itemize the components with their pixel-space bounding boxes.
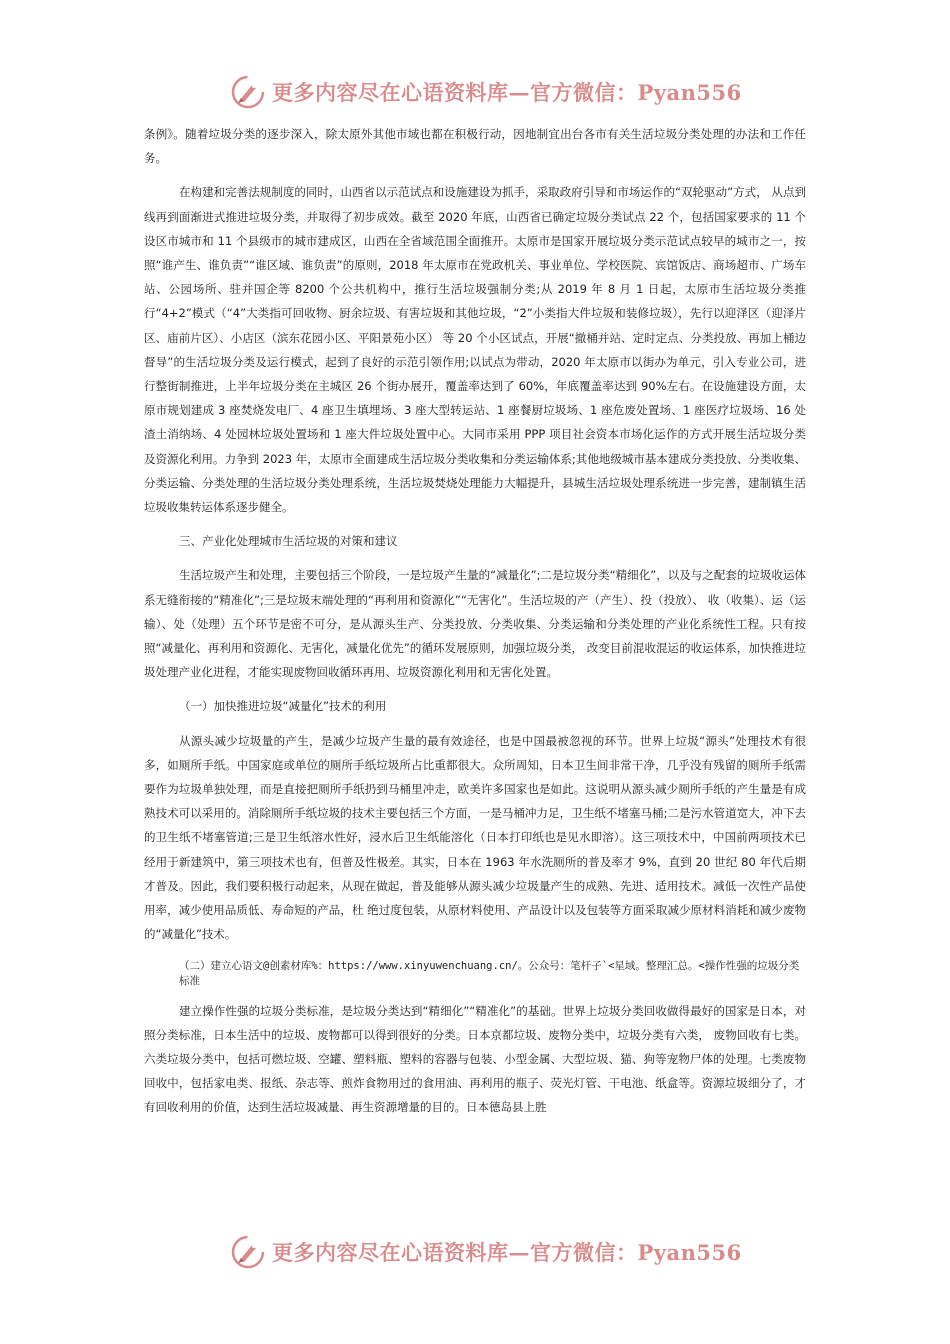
- subsection-heading: （二）建立心语文@创素材库%：https://www.xinyuwenchuang.cn/。公众号：笔杆子`<星域。整理汇总。<操作性强的垃圾分类标准: [179, 959, 800, 987]
- document-body: [144, 122, 806, 1120]
- header-banner: [230, 72, 750, 112]
- paragraph: 从源头减少垃圾量的产生，是减少垃圾产生量的最有效途径，也是中国最被忽视的环节。世界上垃圾“源头”处理技术有很多，如厕所手纸。中国家庭或单位的厕所手纸垃圾所占比重都很大。众所周知，日本卫生间非常干净，几乎没有残留的厕所手纸需要作为垃圾单独处理，而是直接把厕所手纸扔到马桶里冲走，欧美许多国家也是如此。这说明从源头减少厕所手纸的产生量是有成熟技术可以采用的。消除厕所手纸垃圾的技术主要包括三个方面，一是马桶冲力足，卫生纸不堵塞马桶;二是污水管道宽大，冲下去的卫生纸不堵塞管道;三是卫生纸溶水性好，浸水后卫生纸能溶化（日本打印纸也是见水即溶）。这三项技术中，中国前两项技术已经用于新建筑中，第三项技术也有，但普及性极差。其实，日本在 1963 年水洗厕所的普及率才 9%，直到 20 世纪 80 年代后期才普及。因此，我们要积极行动起来，从现在做起，普及能够从源头减少垃圾量产生的成熟、先进、适用技术。减低一次性产品使用率，减少使用品质低、寿命短的产品，杜 绝过度包装，从原材料使用、产品设计以及包装等方面采取减少原材料消耗和减少废物的“减量化”技术。: [144, 733, 806, 942]
- banner-text: 更多内容尽在心语资料库—官方微信：Pyan556: [272, 80, 742, 105]
- footer-banner: [230, 1232, 750, 1272]
- paragraph: 在构建和完善法规制度的同时，山西省以示范试点和设施建设为抓手，采取政府引导和市场运作的“双轮驱动”方式， 从点到线再到面渐进式推进垃圾分类，并取得了初步成效。截至 2020 年底，山西省已确定垃圾分类试点 22 个，包括国家要求的 11 个设区市城市和 11 个县级市的城市建成区，山西在全省域范围全面推开。太原市是国家开展垃圾分类示范试点较早的城市之一，按照“谁产生、谁负责”“谁区域、谁负责”的原则，2018 年太原市在党政机关、事业单位、学校医院、宾馆饭店、商场超市、广场车站、公园场所、驻并国企等 8200 个公共机构中，推行生活垃圾强制分类;从 2019 年 8 月 1 日起，太原市生活垃圾分类推行“4+2”模式（“4”大类指可回收物、厨余垃圾、有害垃圾和其他垃圾，“2”小类指大件垃圾和装修垃圾），先行以迎泽区（迎泽片区、庙前片区）、小店区（滨东花园小区、平阳景苑小区） 等 20 个小区试点，开展“撤桶并站、定时定点、分类投放、再加上桶边督导”的生活垃圾分类及运行模式，起到了良好的示范引领作用;以试点为带动，2020 年太原市以街办为单元，引入专业公司，进行整街制推进，上半年垃圾分类在主城区 26 个街办展开，覆盖率达到了 60%，年底覆盖率达到 90%左右。在设施建设方面，太原市规划建成 3 座焚烧发电厂、4 座卫生填埋场、3 座大型转运站、1 座餐厨垃圾场、1 座危废处置场、1 座医疗垃圾场、16 处渣土消纳场、4 处园林垃圾处置场和 1 座大件垃圾处置中心。大同市采用 PPP 项目社会资本市场化运作的方式开展生活垃圾分类及资源化利用。力争到 2023 年，太原市全面建成生活垃圾分类收集和分类运输体系;其他地级城市基本建成分类投放、分类收集、分类运输、分类处理的生活垃圾分类处理系统，生活垃圾焚烧处理能力大幅提升，县城生活垃圾处理系统进一步完善，建制镇生活垃圾收集转运体系逐步健全。: [144, 185, 806, 515]
- paragraph: 建立操作性强的垃圾分类标准，是垃圾分类达到“精细化”“精准化”的基础。世界上垃圾分类回收做得最好的国家是日本，对照分类标准，日本生活中的垃圾、废物都可以得到很好的分类。日本京都垃圾、废物分类中，垃圾分类有六类， 废物回收有七类。六类垃圾分类中，包括可燃垃圾、空罐、塑料瓶、塑料的容器与包装、小型金属、大型垃圾、猫、狗等宠物尸体的处理。七类废物回收中，包括家电类、报纸、杂志等、煎炸食物用过的食用油、再利用的瓶子、荧光灯管、干电池、纸盒等。资源垃圾细分了，才有回收利用的价值，达到生活垃圾减量、再生资源增量的目的。日本德岛县上胜: [144, 1003, 806, 1115]
- pen-nib-seal-icon: [230, 1234, 266, 1270]
- paragraph: 条例》。随着垃圾分类的逐步深入，除太原外其他市域也都在积极行动，因地制宜出台各市有关生活垃圾分类处理的办法和工作任务。: [144, 127, 806, 166]
- section-heading: 三、产业化处理城市生活垃圾的对策和建议: [179, 534, 398, 549]
- banner-text: 更多内容尽在心语资料库—官方微信：Pyan556: [272, 1240, 742, 1265]
- pen-nib-seal-icon: [230, 74, 266, 110]
- subsection-heading: （一）加快推进垃圾“减量化”技术的利用: [179, 699, 387, 714]
- paragraph: 生活垃圾产生和处理，主要包括三个阶段，一是垃圾产生量的“减量化”;二是垃圾分类“精细化”，以及与之配套的垃圾收运体系无缝衔接的“精准化”;三是垃圾末端处理的“再利用和资源化”“无害化”。生活垃圾的产（产生）、投（投放）、 收（收集）、运（运输）、处（处理）五个环节是密不可分，是从源头生产、分类投放、分类收集、分类运输和分类处理的产业化系统性工程。只有按照“减量化、再利用和资源化、无害化，减量化优先”的循环发展原则，加强垃圾分类， 改变目前混收混运的收运体系，加快推进垃圾处理产业化进程，才能实现废物回收循环再用、垃圾资源化利用和无害化处置。: [144, 568, 806, 680]
